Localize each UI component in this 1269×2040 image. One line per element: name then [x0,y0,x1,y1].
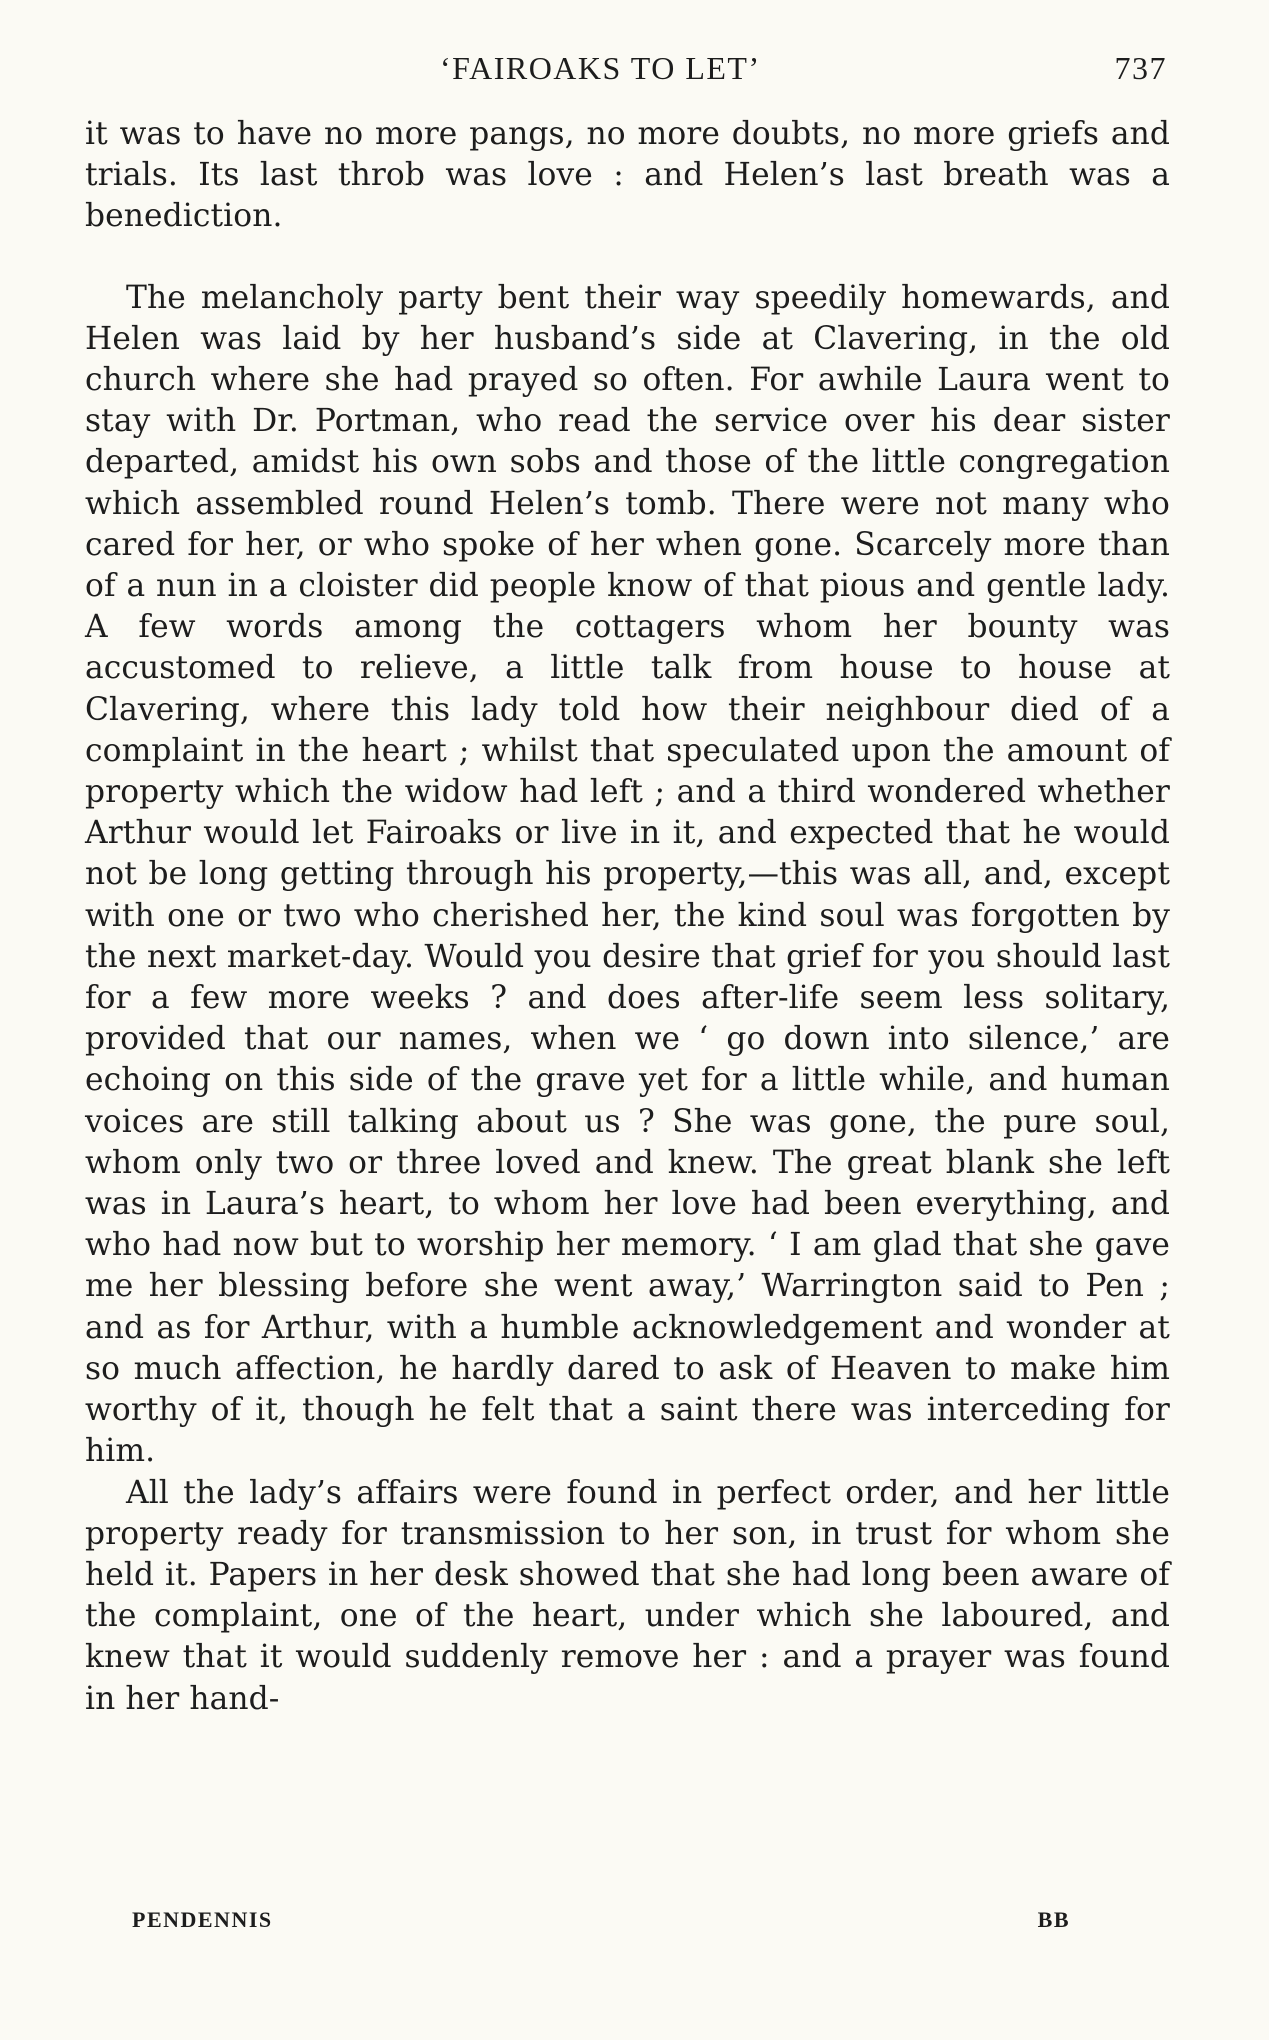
book-page [85,46,1170,1720]
running-title: ‘FAIROAKS TO LET’ [440,50,761,86]
running-head [85,46,1170,94]
page-footer [132,1907,1070,1933]
signature-mark: BB [1037,1907,1070,1932]
body-text [85,116,1170,1720]
footer-book-title: PENDENNIS [132,1907,273,1932]
paragraph-funeral: The melancholy party bent their way speedily homewards, and Helen was laid by her husband’s side at Clavering, in the old church where she had prayed so often. For awhile Laura went to stay with Dr. Portman, who read the service over his dear sister departed, amidst his own sobs and those of the little congregation which assembled round Helen’s tomb. There were not many who cared for her, or who spoke of her when gone. Scarcely more than of a nun in a cloister did people know of that pious and gentle lady. A few words among the cottagers whom her bounty was accustomed to relieve, a little talk from house to house at Clavering, where this lady told how their neighbour died of a complaint in the heart ; whilst that speculated upon the amount of property which the widow had left ; and a third wondered whether Arthur would let Fairoaks or live in it, and expected that he would not be long getting through his property,—this was all, and, except with one or two who cherished her, the kind soul was forgotten by the next market-day. Would you desire that grief for you should last for a few more weeks ? and does after-life seem less solitary, provided that our names, when we ‘ go down into silence,’ are echoing on this side of the grave yet for a little while, and human voices are still talking about us ? She was gone, the pure soul, whom only two or three loved and knew. The great blank she left was in Laura’s heart, to whom her love had been everything, and who had now but to worship her memory. ‘ I am glad that she gave me her blessing before she went away,’ Warrington said to Pen ; and as for Arthur, with a humble acknowledgement and wonder at so much affection, he hardly dared to ask of Heaven to make him worthy of it, though he felt that a saint there was interceding for him. [85,279,1170,1470]
paragraph-continued: it was to have no more pangs, no more doubts, no more griefs and trials. Its last throb was love : and Helen’s last breath was a benediction. [85,116,1170,235]
paragraph-affairs: All the lady’s affairs were found in perfect order, and her little property ready for transmission to her son, in trust for whom she held it. Papers in her desk showed that she had long been aware of the complaint, one of the heart, under which she laboured, and knew that it would suddenly remove her : and a prayer was found in her hand- [85,1474,1170,1717]
page-number: 737 [1114,50,1167,86]
